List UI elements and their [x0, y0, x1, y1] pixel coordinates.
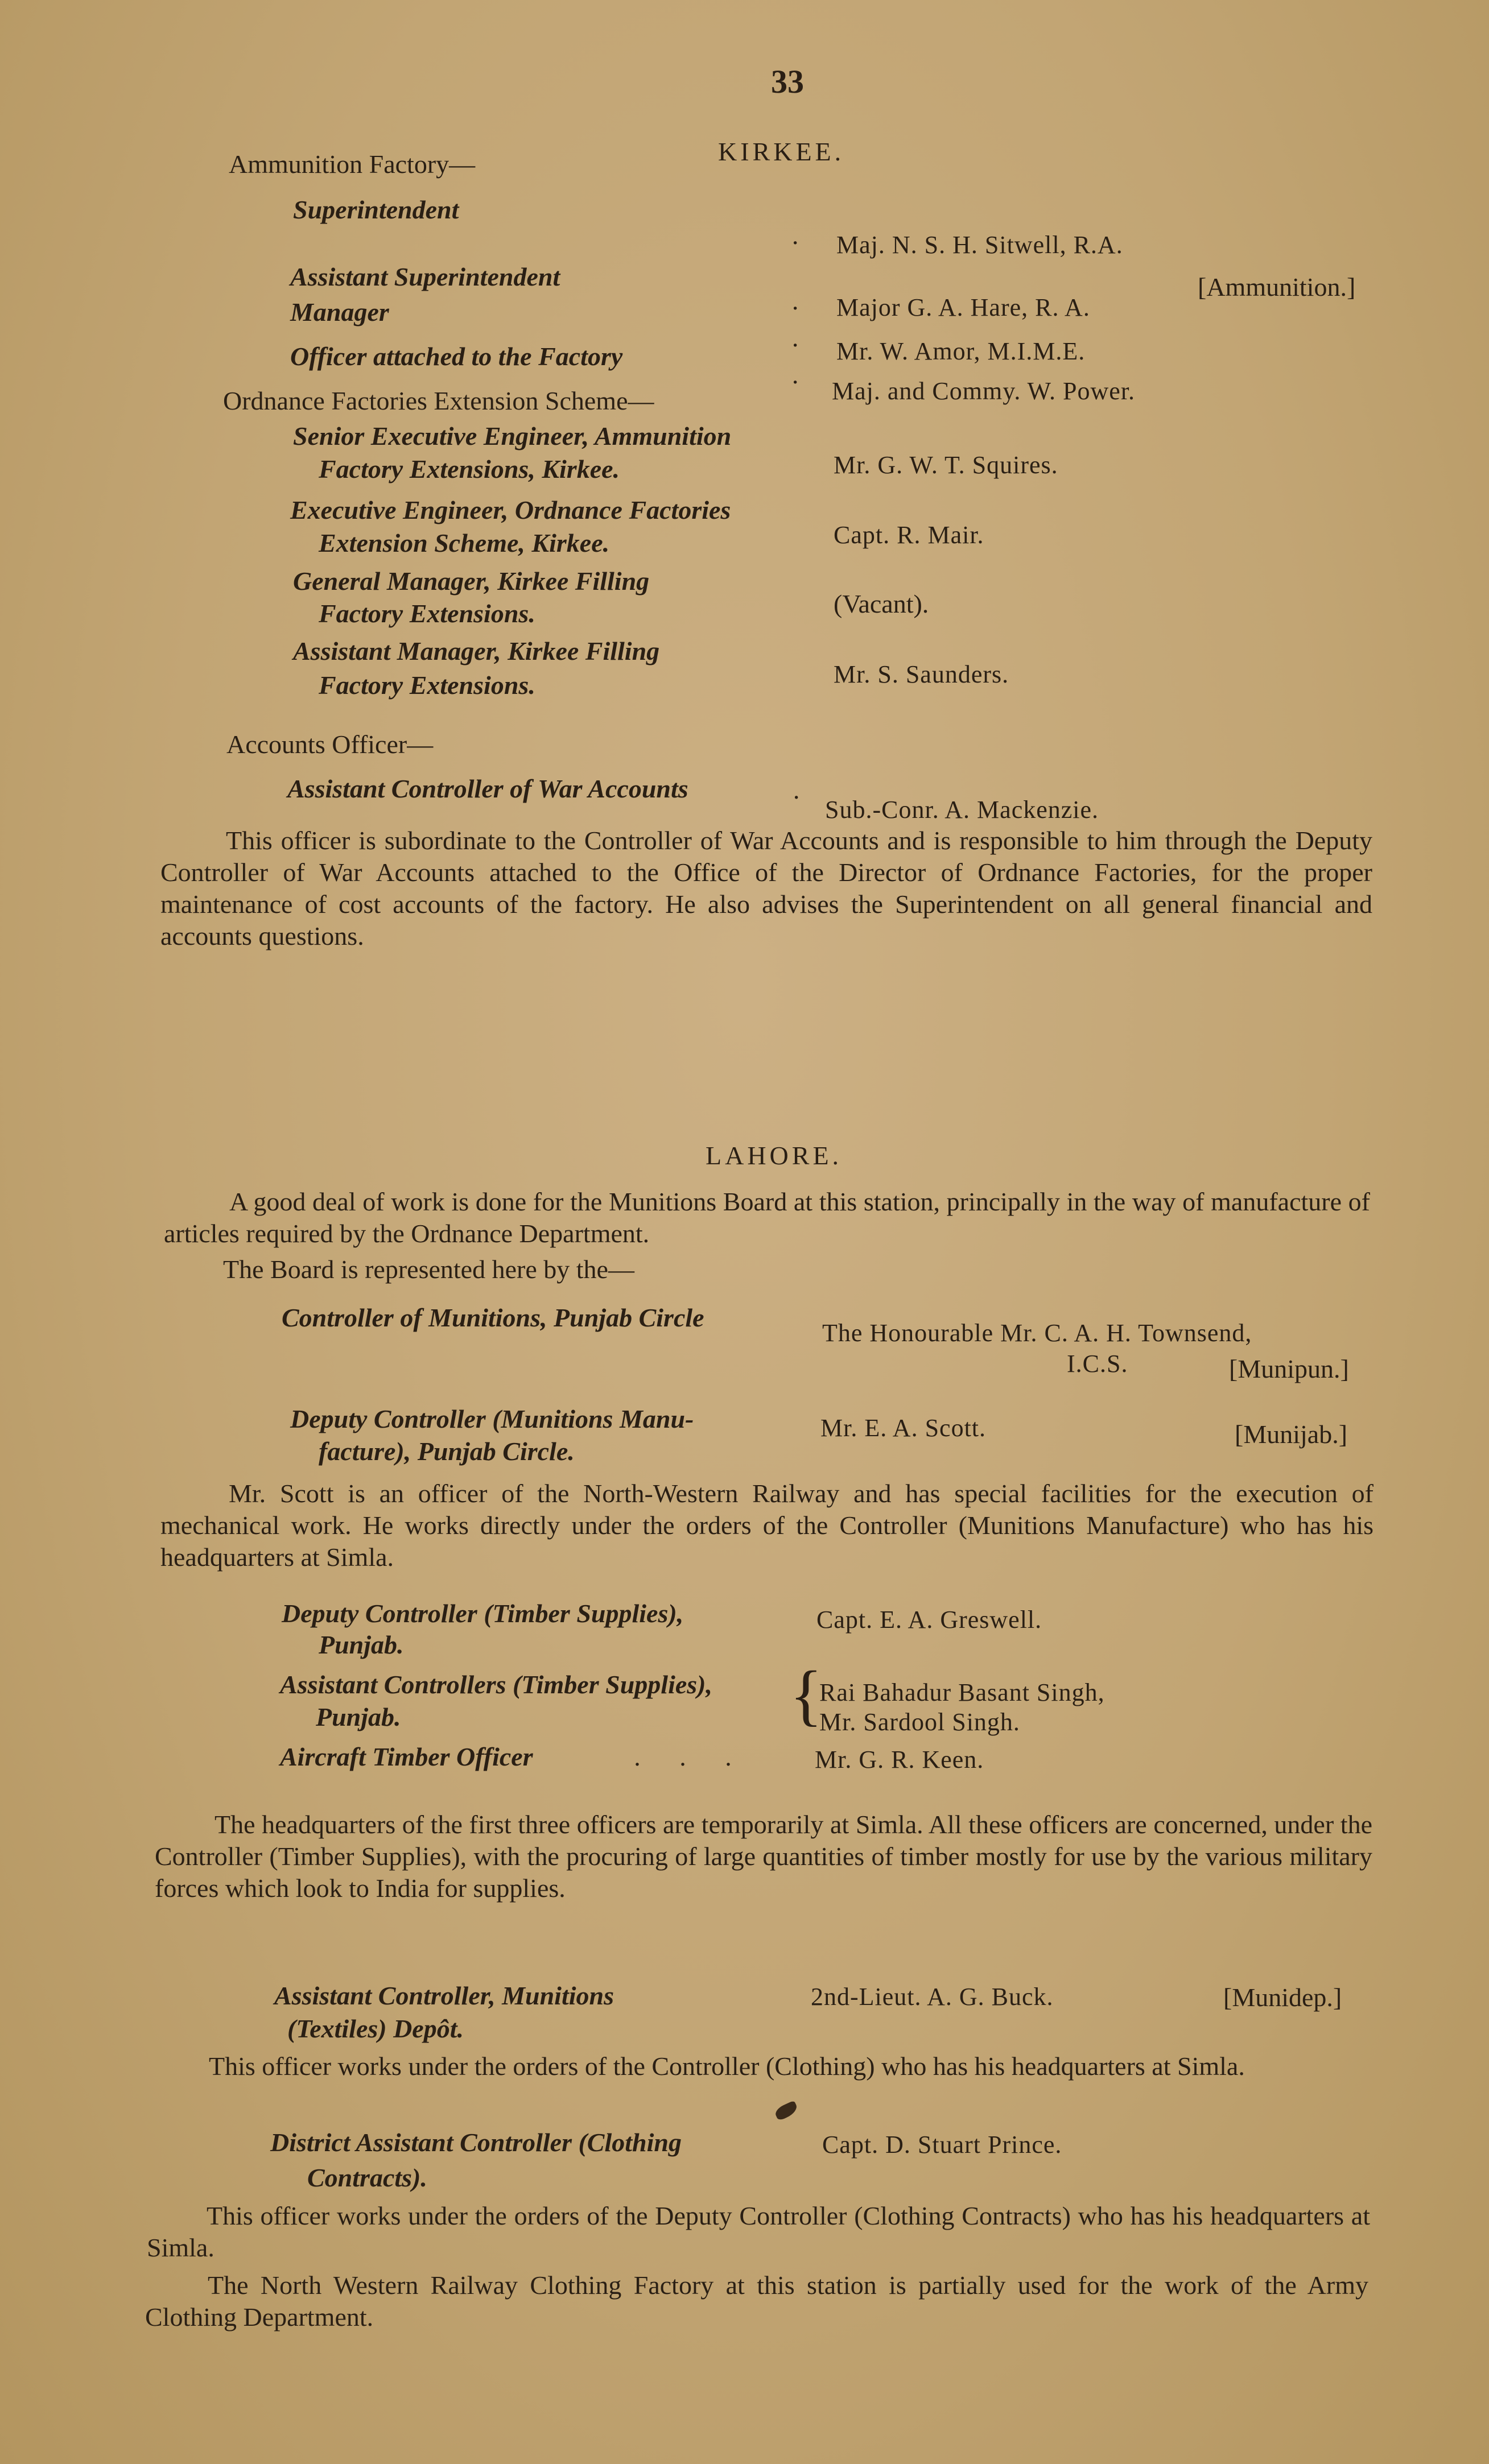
- role-timber-deputy-l2: Punjab.: [319, 1630, 404, 1659]
- role-timber-assistants-l1: Assistant Controllers (Timber Supplies),: [280, 1670, 712, 1699]
- role-senior-exec-l2: Factory Extensions, Kirkee.: [319, 454, 620, 483]
- ordnance-scheme-label: Ordnance Factories Extension Scheme—: [223, 386, 654, 415]
- name-power: Maj. and Commy. W. Power.: [832, 377, 1136, 405]
- name-sardool-singh: Mr. Sardool Singh.: [819, 1708, 1020, 1736]
- brace-symbol: {: [790, 1657, 823, 1733]
- accounts-officer-label: Accounts Officer—: [226, 730, 434, 759]
- role-assistant-superintendent: Assistant Superintendent: [290, 262, 560, 291]
- name-mair: Capt. R. Mair.: [834, 521, 984, 549]
- name-townsend-l1: The Honourable Mr. C. A. H. Townsend,: [822, 1319, 1252, 1347]
- leader-dot: ·: [791, 293, 800, 323]
- telegraphic-address-munijab: [Munijab.]: [1235, 1420, 1348, 1449]
- paragraph-clothing: This officer works under the orders of the Deputy Controller (Clothing Contracts) who has his headquarters at Simla.: [147, 2201, 1370, 2262]
- ammunition-factory-label: Ammunition Factory—: [229, 150, 476, 179]
- paragraph-lahore-intro: A good deal of work is done for the Munitions Board at this station, principally in the way of manufacture of articles required by the Ordnance Department.: [164, 1187, 1370, 1248]
- role-officer-attached: Officer attached to the Factory: [290, 342, 623, 371]
- role-general-manager-l2: Factory Extensions.: [319, 599, 535, 628]
- role-clothing-l2: Contracts).: [307, 2163, 427, 2192]
- name-basant-singh: Rai Bahadur Basant Singh,: [819, 1679, 1105, 1706]
- name-keen: Mr. G. R. Keen.: [815, 1746, 984, 1773]
- name-townsend-l2: I.C.S.: [1067, 1350, 1128, 1378]
- name-saunders: Mr. S. Saunders.: [834, 660, 1009, 688]
- leader-dot: ·: [792, 783, 801, 812]
- name-hare: Major G. A. Hare, R. A.: [836, 293, 1090, 321]
- leader-dots: . . .: [634, 1742, 732, 1771]
- role-general-manager-l1: General Manager, Kirkee Filling: [293, 567, 650, 596]
- ink-smudge: [773, 2101, 799, 2122]
- telegraphic-address-munipun: [Munipun.]: [1229, 1354, 1349, 1383]
- role-timber-deputy-l1: Deputy Controller (Timber Supplies),: [282, 1599, 684, 1628]
- leader-dot: ·: [791, 330, 800, 359]
- role-clothing-l1: District Assistant Controller (Clothing: [270, 2128, 682, 2157]
- name-greswell: Capt. E. A. Greswell.: [816, 1606, 1042, 1634]
- name-scott: Mr. E. A. Scott.: [820, 1414, 987, 1442]
- role-manager: Manager: [290, 297, 389, 326]
- page-number: 33: [771, 63, 804, 100]
- name-prince: Capt. D. Stuart Prince.: [822, 2131, 1062, 2159]
- role-aircraft-timber-officer: Aircraft Timber Officer: [280, 1742, 533, 1771]
- name-squires: Mr. G. W. T. Squires.: [834, 451, 1058, 479]
- leader-dot: ·: [791, 367, 800, 396]
- role-exec-engineer-l2: Extension Scheme, Kirkee.: [319, 528, 610, 557]
- name-vacant: (Vacant).: [834, 589, 929, 618]
- name-amor: Mr. W. Amor, M.I.M.E.: [836, 337, 1086, 365]
- role-controller-munitions: Controller of Munitions, Punjab Circle: [282, 1303, 704, 1332]
- role-assistant-controller-war-accounts: Assistant Controller of War Accounts: [287, 774, 688, 803]
- paragraph-accounts-officer: This officer is subordinate to the Controller of War Accounts and is responsible to him through the Deputy Controller of War Accounts attached to the Office of the Director of Ordnance Factories, for the proper maintenance of cost accounts of the factory. He also advises the Superintendent on all general financial and accounts questions.: [160, 826, 1372, 950]
- section-heading-kirkee: KIRKEE.: [718, 137, 845, 166]
- board-represented-label: The Board is represented here by the—: [223, 1255, 634, 1284]
- role-senior-exec-l1: Senior Executive Engineer, Ammunition: [293, 421, 732, 450]
- name-mackenzie: Sub.-Conr. A. Mackenzie.: [825, 796, 1099, 824]
- role-timber-assistants-l2: Punjab.: [316, 1702, 401, 1731]
- paragraph-headquarters: The headquarters of the first three officers are temporarily at Simla. All these officers are concerned, under the Controller (Timber Supplies), with the procuring of large quantities of timber mostly for use by the various military forces which look to India for supplies.: [155, 1810, 1372, 1903]
- role-superintendent: Superintendent: [293, 195, 459, 224]
- telegraphic-address-ammunition: [Ammunition.]: [1198, 272, 1356, 301]
- role-textiles-l1: Assistant Controller, Munitions: [274, 1981, 614, 2010]
- name-buck: 2nd-Lieut. A. G. Buck.: [811, 1983, 1054, 2011]
- role-deputy-controller-l2: facture), Punjab Circle.: [319, 1437, 575, 1466]
- role-assistant-manager-l1: Assistant Manager, Kirkee Filling: [293, 636, 660, 665]
- role-textiles-l2: (Textiles) Depôt.: [287, 2014, 464, 2043]
- paragraph-scott: Mr. Scott is an officer of the North-Western Railway and has special facilities for the execution of mechanical work. He works directly under the orders of the Controller (Munitions Manufacture) who has his headquarters at Simla.: [160, 1479, 1373, 1572]
- section-heading-lahore: LAHORE.: [706, 1141, 843, 1170]
- role-assistant-manager-l2: Factory Extensions.: [319, 671, 535, 700]
- leader-dot: ·: [791, 228, 800, 257]
- paragraph-clothing-factory: The North Western Railway Clothing Factory at this station is partially used for the work of the Army Clothing Department.: [145, 2271, 1368, 2331]
- role-exec-engineer-l1: Executive Engineer, Ordnance Factories: [290, 495, 731, 524]
- name-sitwell: Maj. N. S. H. Sitwell, R.A.: [836, 231, 1123, 259]
- paragraph-textiles: This officer works under the orders of the Controller (Clothing) who has his headquarters at Simla.: [209, 2052, 1245, 2081]
- telegraphic-address-munidep: [Munidep.]: [1223, 1983, 1342, 2012]
- role-deputy-controller-l1: Deputy Controller (Munitions Manu-: [290, 1404, 694, 1433]
